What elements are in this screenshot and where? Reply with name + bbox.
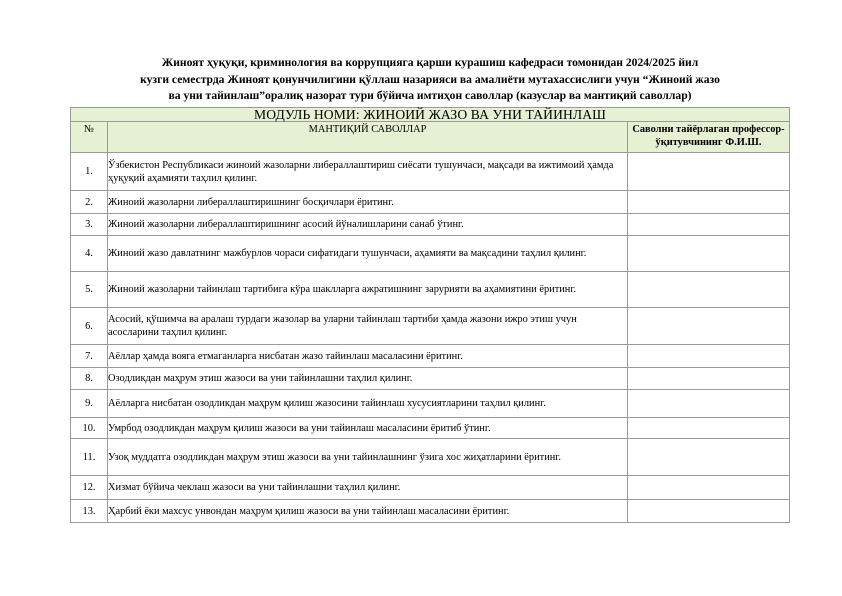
- row-number: 1.: [71, 153, 108, 191]
- table-row: [71, 272, 790, 308]
- author-cell: [628, 390, 790, 418]
- author-cell: [628, 236, 790, 272]
- question-text: Хизмат бўйича чеклаш жазоси ва уни тайинлашни таҳлил қилинг.: [108, 476, 628, 500]
- column-header-author: Саволни тайёрлаган профессор-ўқитувчининг Ф.И.Ш.: [628, 122, 790, 153]
- table-row: [71, 345, 790, 368]
- author-cell: [628, 272, 790, 308]
- table-row: [71, 500, 790, 523]
- question-text: Умрбод озодликдан маҳрум қилиш жазоси ва уни тайинлаш масаласини ёритиб ўтинг.: [108, 418, 628, 439]
- author-cell: [628, 308, 790, 345]
- author-cell: [628, 476, 790, 500]
- question-text: Аёллар ҳамда вояга етмаганларга нисбатан жазо тайинлаш масаласини ёритинг.: [108, 345, 628, 368]
- questions-table: [70, 107, 790, 523]
- row-number: 9.: [71, 390, 108, 418]
- author-cell: [628, 153, 790, 191]
- module-title: МОДУЛЬ НОМИ: ЖИНОИЙ ЖАЗО ВА УНИ ТАЙИНЛАШ: [71, 108, 790, 122]
- document-heading: [70, 55, 790, 105]
- question-text: Жиноий жазоларни либераллаштиришнинг босқичлари ёритинг.: [108, 191, 628, 214]
- table-row: [71, 368, 790, 390]
- column-header-number: №: [71, 122, 108, 153]
- module-title-row: [71, 108, 790, 122]
- row-number: 3.: [71, 214, 108, 236]
- question-text: Жиноий жазоларни тайинлаш тартибига кўра шаклларга ажратишнинг зарурияти ва аҳамиятини ёритинг.: [108, 272, 628, 308]
- table-row: [71, 153, 790, 191]
- question-text: Озодликдан маҳрум этиш жазоси ва уни тайинлашни таҳлил қилинг.: [108, 368, 628, 390]
- question-text: Узоқ муддатга озодликдан маҳрум этиш жазоси ва уни тайинлашнинг ўзига хос жиҳатларини ёритинг.: [108, 439, 628, 476]
- question-text: Жиноий жазо давлатнинг мажбурлов чораси сифатидаги тушунчаси, аҳамияти ва мақсадини таҳлил қилинг.: [108, 236, 628, 272]
- question-text: Ҳарбий ёки махсус унвондан маҳрум қилиш жазоси ва уни тайинлаш масаласини ёритинг.: [108, 500, 628, 523]
- row-number: 12.: [71, 476, 108, 500]
- question-text: Ўзбекистон Республикаси жиноий жазоларни либераллаштириш сиёсати тушунчаси, мақсади ва ижтимоий ҳамда ҳуқуқий аҳамияти таҳлил қилинг.: [108, 153, 628, 191]
- row-number: 11.: [71, 439, 108, 476]
- heading-line-2: кузги семестрда Жиноят қонунчилигини қўллаш назарияси ва амалиёти мутахассислиги учун “Жиноий жазо: [140, 72, 720, 86]
- author-cell: [628, 345, 790, 368]
- author-cell: [628, 191, 790, 214]
- table-row: [71, 236, 790, 272]
- table-row: [71, 390, 790, 418]
- row-number: 10.: [71, 418, 108, 439]
- question-text: Аёлларга нисбатан озодликдан маҳрум қилиш жазосини тайинлаш хусусиятларини таҳлил қилинг.: [108, 390, 628, 418]
- author-cell: [628, 214, 790, 236]
- author-cell: [628, 500, 790, 523]
- row-number: 7.: [71, 345, 108, 368]
- question-text: Асосий, қўшимча ва аралаш турдаги жазолар ва уларни тайинлаш тартиби ҳамда жазони ижро этиш учун асосларини таҳлил қилинг.: [108, 308, 628, 345]
- row-number: 13.: [71, 500, 108, 523]
- question-text: Жиноий жазоларни либераллаштиришнинг асосий йўналишларини санаб ўтинг.: [108, 214, 628, 236]
- row-number: 2.: [71, 191, 108, 214]
- table-row: [71, 308, 790, 345]
- table-row: [71, 476, 790, 500]
- author-cell: [628, 368, 790, 390]
- column-header-questions: МАНТИҚИЙ САВОЛЛАР: [108, 122, 628, 153]
- table-row: [71, 214, 790, 236]
- row-number: 6.: [71, 308, 108, 345]
- table-row: [71, 191, 790, 214]
- row-number: 5.: [71, 272, 108, 308]
- table-header-row: [71, 122, 790, 153]
- row-number: 8.: [71, 368, 108, 390]
- heading-line-3: ва уни тайинлаш”оралиқ назорат тури бўйича имтиҳон саволлар (казуслар ва мантиқий саволлар): [168, 89, 692, 102]
- table-row: [71, 439, 790, 476]
- heading-line-1: Жиноят ҳуқуқи, криминология ва коррупцияга қарши курашиш кафедраси томонидан 2024/2025 йил: [161, 56, 699, 69]
- author-cell: [628, 418, 790, 439]
- author-cell: [628, 439, 790, 476]
- table-row: [71, 418, 790, 439]
- row-number: 4.: [71, 236, 108, 272]
